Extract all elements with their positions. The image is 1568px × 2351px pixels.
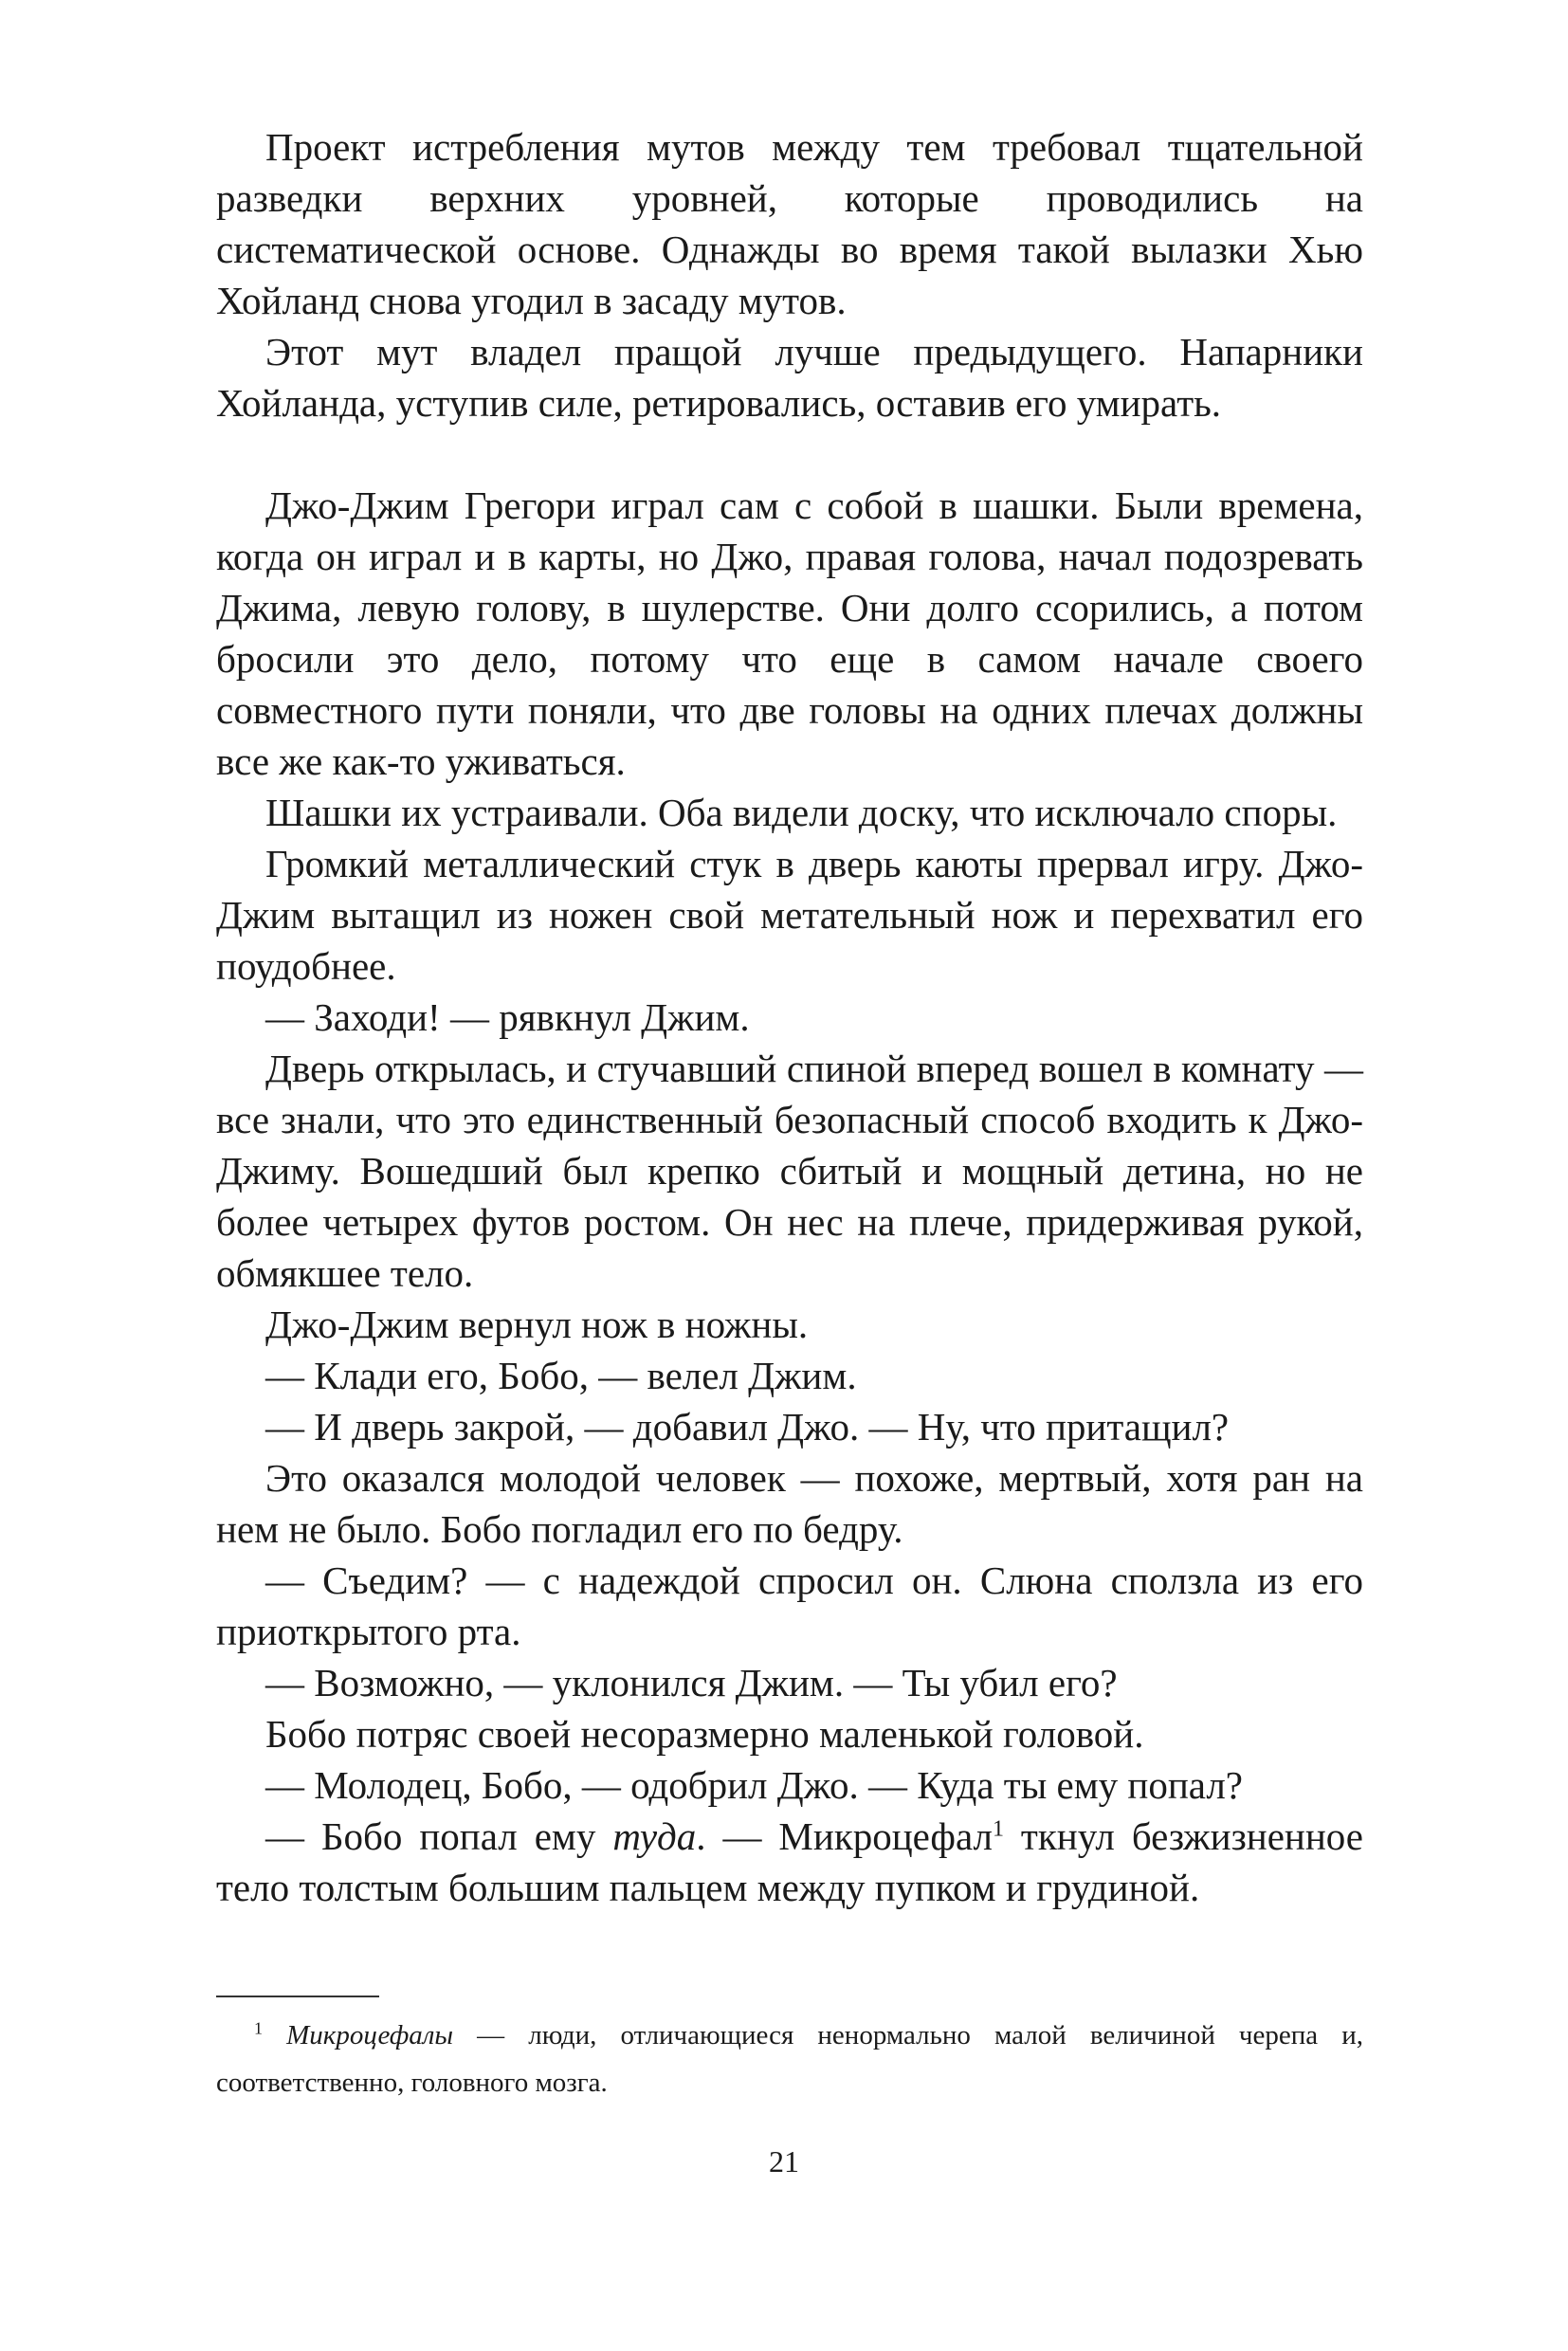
text-run: . — Микроцефал xyxy=(696,1814,993,1858)
paragraph: Джо-Джим Грегори играл сам с собой в шашки. Были времена, когда он играл и в карты, но Джо, правая голова, начал подозревать Джима, левую голову, в шулерстве. Они долго ссорились, а потом бросили это дело, потому что еще в самом начале своего совместного пути поняли, что две головы на одних плечах должны все же как-то уживаться. xyxy=(216,483,1363,783)
italic-word: туда xyxy=(612,1814,697,1858)
footnote-reference[interactable]: 1 xyxy=(992,1816,1004,1842)
text-run: ткнул безжизненное тело толстым большим пальцем между пупком и грудиной. xyxy=(216,1814,1363,1909)
dialogue-line: — Клади его, Бобо, — велел Джим. xyxy=(265,1354,857,1397)
paragraph: Джо-Джим вернул нож в ножны. xyxy=(265,1303,809,1346)
dialogue-line: — Заходи! — рявкнул Джим. xyxy=(265,995,750,1039)
paragraph: Бобо потряс своей несоразмерно маленькой головой. xyxy=(265,1712,1144,1756)
paragraph: Проект истребления мутов между тем требовал тщательной разведки верхних уровней, которые проводились на систематической основе. Однажды во время такой вылазки Хью Хойланд снова угодил в засаду мутов. xyxy=(216,125,1363,322)
paragraph: Это оказался молодой человек — похоже, мертвый, хотя ран на нем не было. Бобо погладил его по бедру. xyxy=(216,1456,1363,1551)
dialogue-line: — Молодец, Бобо, — одобрил Джо. — Куда ты ему попал? xyxy=(265,1763,1243,1807)
section-break xyxy=(216,428,1363,480)
dialogue-line xyxy=(216,1811,1363,1913)
paragraph: Громкий металлический стук в дверь каюты прервал игру. Джо-Джим вытащил из ножен свой метательный нож и перехватил его поудобнее. xyxy=(216,842,1363,988)
dialogue-line: — Съедим? — с надеждой спросил он. Слюна сползла из его приоткрытого рта. xyxy=(216,1558,1363,1653)
footnote-divider xyxy=(216,1996,379,1997)
footnote-term: Микроцефалы xyxy=(286,2020,454,2050)
paragraph: Шашки их устраивали. Оба видели доску, что исключало споры. xyxy=(265,791,1338,834)
page-number: 21 xyxy=(769,2144,799,2178)
body-text xyxy=(216,121,1363,1913)
text-run: — Бобо попал ему xyxy=(265,1814,613,1858)
dialogue-line: — Возможно, — уклонился Джим. — Ты убил его? xyxy=(265,1661,1118,1704)
footnote-marker: 1 xyxy=(254,2018,263,2038)
footnote xyxy=(216,2012,1363,2106)
footnote-text: — люди, отличающиеся ненормально малой величиной черепа и, соответственно, головного мозга. xyxy=(216,2020,1363,2098)
paragraph: Дверь открылась, и стучавший спиной вперед вошел в комнату — все знали, что это единственный безопасный способ входить к Джо-Джиму. Вошедший был крепко сбитый и мощный детина, но не более четырех футов ростом. Он нес на плече, придерживая рукой, обмякшее тело. xyxy=(216,1047,1363,1295)
dialogue-line: — И дверь закрой, — добавил Джо. — Ну, что притащил? xyxy=(265,1405,1230,1449)
paragraph: Этот мут владел пращой лучше предыдущего. Напарники Хойланда, уступив силе, ретировались, оставив его умирать. xyxy=(216,330,1363,425)
